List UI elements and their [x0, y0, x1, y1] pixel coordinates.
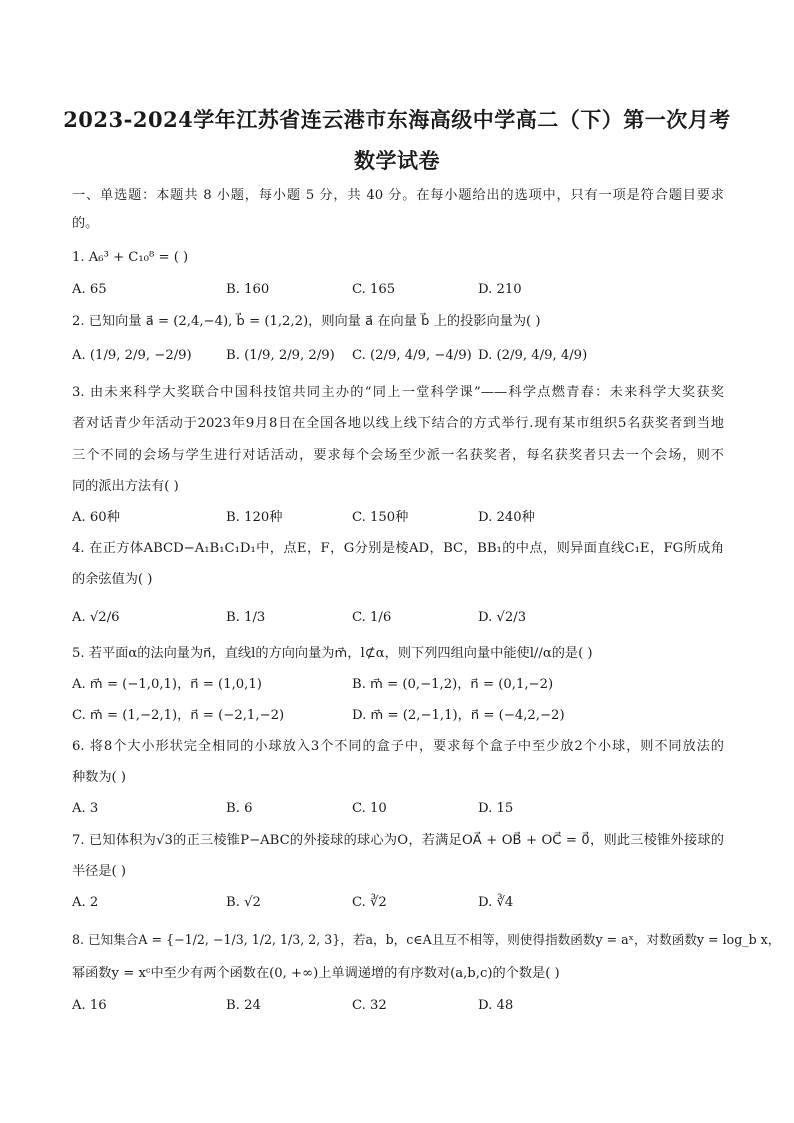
q6-option-a: A. 3 [72, 801, 99, 816]
q3-option-c: C. 150种 [352, 510, 409, 525]
q2-option-d: D. (2/9, 4/9, 4/9) [478, 348, 588, 363]
question-4-stem-line1: 4. 在正方体ABCD−A₁B₁C₁D₁中，点E，F，G分别是棱AD，BC，BB₁的中点，则异面直线C₁E，FG所成角 [72, 541, 724, 556]
q1-option-a: A. 65 [72, 282, 107, 297]
q6-option-d: D. 15 [478, 801, 514, 816]
question-6-stem-line1: 6. 将8个大小形状完全相同的小球放入3个不同的盒子中，要求每个盒子中至少放2个小球，则不同放法的 [72, 739, 724, 754]
q7-option-d: D. ∛4 [478, 895, 514, 910]
q5-option-a: A. m⃗ = (−1,0,1)，n⃗ = (1,0,1) [72, 677, 262, 692]
q6-option-b: B. 6 [226, 801, 253, 816]
q8-option-c: C. 32 [352, 998, 387, 1013]
question-3-stem-line1: 3. 由未来科学大奖联合中国科技馆共同主办的“同上一堂科学课”——科学点燃青春：未来科学大奖获奖 [72, 385, 724, 400]
q3-option-d: D. 240种 [478, 510, 535, 525]
q7-option-b: B. √2 [226, 895, 261, 910]
q5-option-d: D. m⃗ = (2,−1,1)，n⃗ = (−4,2,−2) [352, 708, 565, 723]
question-8-stem-line1: 8. 已知集合A = {−1/2, −1/3, 1/2, 1/3, 2, 3}，若a，b，c∈A且互不相等，则使得指数函数y = aˣ，对数函数y = log_b x， [72, 932, 781, 947]
question-3-stem-line4: 同的派出方法有( ) [72, 479, 179, 494]
question-3-stem-line2: 者对话青少年活动于2023年9月8日在全国各地以线上线下结合的方式举行.现有某市组织5名获奖者到当地 [72, 416, 724, 431]
question-3-stem-line3: 三个不同的会场与学生进行对话活动，要求每个会场至少派一名获奖者，每名获奖者只去一个会场，则不 [72, 448, 724, 463]
question-7-stem-line1: 7. 已知体积为√3的正三棱锥P−ABC的外接球的球心为O，若满足OA⃗ + OB⃗ + OC⃗ = 0⃗，则此三棱锥外接球的 [72, 833, 724, 848]
section-instruction-cont: 的。 [72, 216, 99, 231]
q3-option-b: B. 120种 [226, 510, 283, 525]
q8-option-d: D. 48 [478, 998, 514, 1013]
q1-option-b: B. 160 [226, 282, 270, 297]
q2-option-a: A. (1/9, 2/9, −2/9) [72, 348, 192, 363]
q7-option-c: C. ∛2 [352, 895, 387, 910]
q2-option-c: C. (2/9, 4/9, −4/9) [352, 348, 472, 363]
question-2-stem: 2. 已知向量 a⃗ = (2,4,−4), b⃗ = (1,2,2)，则向量 a⃗ 在向量 b⃗ 上的投影向量为( ) [72, 314, 541, 329]
question-6-stem-line2: 种数为( ) [72, 770, 127, 785]
question-8-stem-line2: 幂函数y = xᶜ中至少有两个函数在(0, +∞)上单调递增的有序数对(a,b,c)的个数是( ) [72, 966, 560, 981]
q6-option-c: C. 10 [352, 801, 387, 816]
q7-option-a: A. 2 [72, 895, 99, 910]
q4-option-c: C. 1/6 [352, 610, 392, 625]
q5-option-c: C. m⃗ = (1,−2,1)，n⃗ = (−2,1,−2) [72, 708, 285, 723]
question-4-stem-line2: 的余弦值为( ) [72, 572, 153, 587]
q2-option-b: B. (1/9, 2/9, 2/9) [226, 348, 335, 363]
q3-option-a: A. 60种 [72, 510, 120, 525]
question-1-stem: 1. A₆³ + C₁₀⁸ = ( ) [72, 250, 189, 265]
question-5-stem: 5. 若平面α的法向量为n⃗，直线l的方向向量为m⃗，l⊄α，则下列四组向量中能使l//α的是( ) [72, 646, 593, 661]
q4-option-a: A. √2/6 [72, 610, 120, 625]
section-instruction: 一、单选题：本题共 8 小题，每小题 5 分，共 40 分。在每小题给出的选项中，只有一项是符合题目要求 [72, 188, 724, 203]
exam-title: 2023-2024学年江苏省连云港市东海高级中学高二（下）第一次月考 [63, 107, 731, 132]
exam-subtitle: 数学试卷 [354, 148, 440, 173]
q1-option-c: C. 165 [352, 282, 396, 297]
q4-option-d: D. √2/3 [478, 610, 527, 625]
q8-option-b: B. 24 [226, 998, 261, 1013]
q1-option-d: D. 210 [478, 282, 522, 297]
q8-option-a: A. 16 [72, 998, 107, 1013]
q4-option-b: B. 1/3 [226, 610, 266, 625]
q5-option-b: B. m⃗ = (0,−1,2)，n⃗ = (0,1,−2) [352, 677, 554, 692]
question-7-stem-line2: 半径是( ) [72, 864, 127, 879]
